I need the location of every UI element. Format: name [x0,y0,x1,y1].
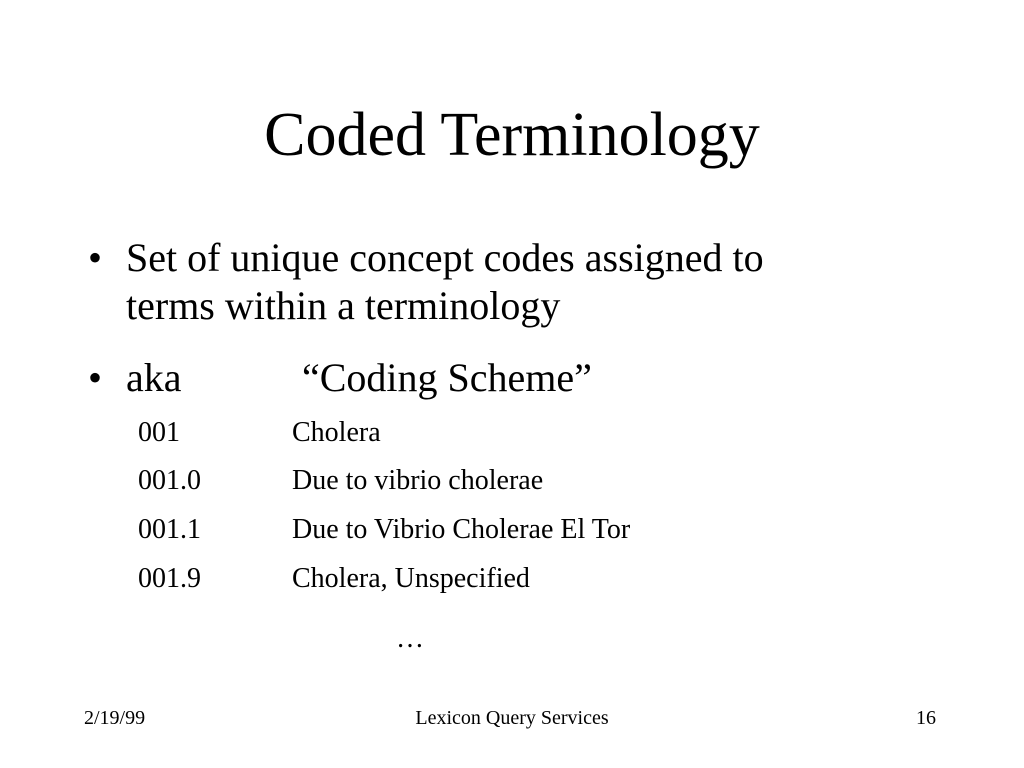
bullet-icon: • [88,355,103,400]
bullet-line-1: Set of unique concept codes assigned to [126,235,764,280]
bullet-line-2: terms within a terminology [126,283,561,328]
code-description: Cholera, Unspecified [292,563,530,594]
footer-title: Lexicon Query Services [415,707,609,729]
bullet-icon: • [88,235,103,280]
coding-scheme-quote: “Coding Scheme” [302,355,592,400]
bullet-text [126,234,764,330]
footer-date: 2/19/99 [84,707,146,729]
slide-title: Coded Terminology [264,101,760,169]
footer-page-number: 16 [916,707,936,729]
code-description: Due to vibrio cholerae [292,465,544,496]
code-description: Due to Vibrio Cholerae El Tor [292,514,631,545]
code-value: 001.0 [138,465,201,496]
code-value: 001 [138,417,180,448]
code-description: Cholera [292,417,381,448]
code-value: 001.9 [138,563,201,594]
aka-term: aka [126,355,182,400]
code-value: 001.1 [138,514,201,545]
list-continuation-ellipsis: … [396,623,424,654]
